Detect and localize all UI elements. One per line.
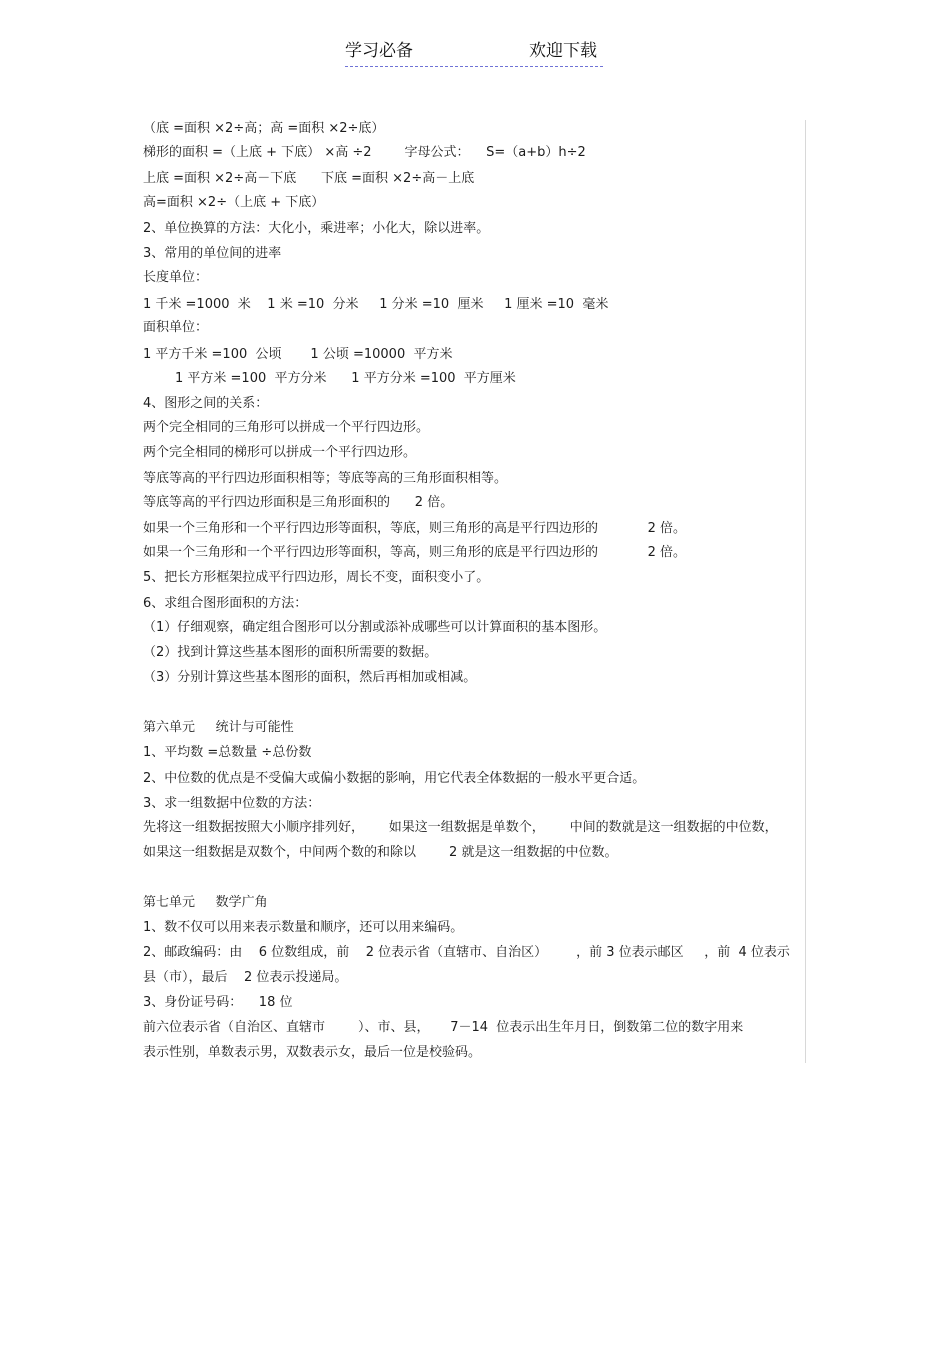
text-line: 先将这一组数据按照大小顺序排列好， 如果这一组数据是单数个， 中间的数就是这一组数据的中位数， (143, 820, 778, 835)
section-heading: 第七单元 数学广角 (143, 895, 268, 910)
text-line: 2、单位换算的方法：大化小，乘进率；小化大，除以进率。 (143, 221, 490, 236)
text-line: 县（市），最后 2 位表示投递局。 (143, 970, 348, 985)
text-line: （1）仔细观察，确定组合图形可以分割或添补成哪些可以计算面积的基本图形。 (143, 620, 607, 635)
header-right-title: 欢迎下载 (529, 41, 597, 61)
text-line: 1、平均数 =总数量 ÷总份数 (143, 745, 312, 760)
text-line: 1 千米 =1000 米 1 米 =10 分米 1 分米 =10 厘米 1 厘米 =10 毫米 (143, 297, 609, 312)
text-line: 3、求一组数据中位数的方法： (143, 796, 321, 811)
text-line: 两个完全相同的三角形可以拼成一个平行四边形。 (143, 420, 430, 435)
text-line: （3）分别计算这些基本图形的面积，然后再相加或相减。 (143, 670, 477, 685)
text-line: 长度单位： (143, 270, 209, 285)
text-line: 1 平方米 =100 平方分米 1 平方分米 =100 平方厘米 (175, 371, 516, 386)
text-line: 3、常用的单位间的进率 (143, 246, 282, 261)
text-line: 等底等高的平行四边形面积是三角形面积的 2 倍。 (143, 495, 454, 510)
text-line: （底 =面积 ×2÷高；高 =面积 ×2÷底） (143, 121, 385, 136)
text-line: 上底 =面积 ×2÷高－下底 下底 =面积 ×2÷高－上底 (143, 171, 475, 186)
text-line: 6、求组合图形面积的方法： (143, 596, 308, 611)
page-header (345, 40, 603, 67)
text-line: 梯形的面积 =（上底 + 下底） ×高 ÷2 字母公式： S=（a+b）h÷2 (143, 145, 586, 160)
text-line: 前六位表示省（自治区、直辖市 ）、市、县， 7－14 位表示出生年月日，倒数第二位的数字用来 (143, 1020, 744, 1035)
text-line: 2、邮政编码：由 6 位数组成，前 2 位表示省（直辖市、自治区） ，前 3 位表示邮区 ，前 4 位表示 (143, 945, 790, 960)
section-heading: 第六单元 统计与可能性 (143, 720, 294, 735)
text-line: 5、把长方形框架拉成平行四边形，周长不变，面积变小了。 (143, 570, 490, 585)
text-line: 如果这一组数据是双数个，中间两个数的和除以 2 就是这一组数据的中位数。 (143, 845, 618, 860)
text-line: 如果一个三角形和一个平行四边形等面积，等底，则三角形的高是平行四边形的 2 倍。 (143, 521, 686, 536)
text-line: 两个完全相同的梯形可以拼成一个平行四边形。 (143, 445, 417, 460)
text-line: 1 平方千米 =100 公顷 1 公顷 =10000 平方米 (143, 347, 453, 362)
content-border (805, 120, 806, 1063)
text-line: 表示性别，单数表示男，双数表示女，最后一位是校验码。 (143, 1045, 482, 1060)
text-line: 4、图形之间的关系： (143, 396, 269, 411)
text-line: （2）找到计算这些基本图形的面积所需要的数据。 (143, 645, 438, 660)
text-line: 如果一个三角形和一个平行四边形等面积，等高，则三角形的底是平行四边形的 2 倍。 (143, 545, 686, 560)
text-line: 高=面积 ×2÷（上底 + 下底） (143, 195, 325, 210)
text-line: 等底等高的平行四边形面积相等；等底等高的三角形面积相等。 (143, 471, 508, 486)
text-line: 面积单位： (143, 320, 209, 335)
text-line: 1、数不仅可以用来表示数量和顺序，还可以用来编码。 (143, 920, 464, 935)
header-left-title: 学习必备 (345, 41, 413, 61)
text-line: 3、身份证号码： 18 位 (143, 995, 293, 1010)
text-line: 2、中位数的优点是不受偏大或偏小数据的影响，用它代表全体数据的一般水平更合适。 (143, 771, 646, 786)
